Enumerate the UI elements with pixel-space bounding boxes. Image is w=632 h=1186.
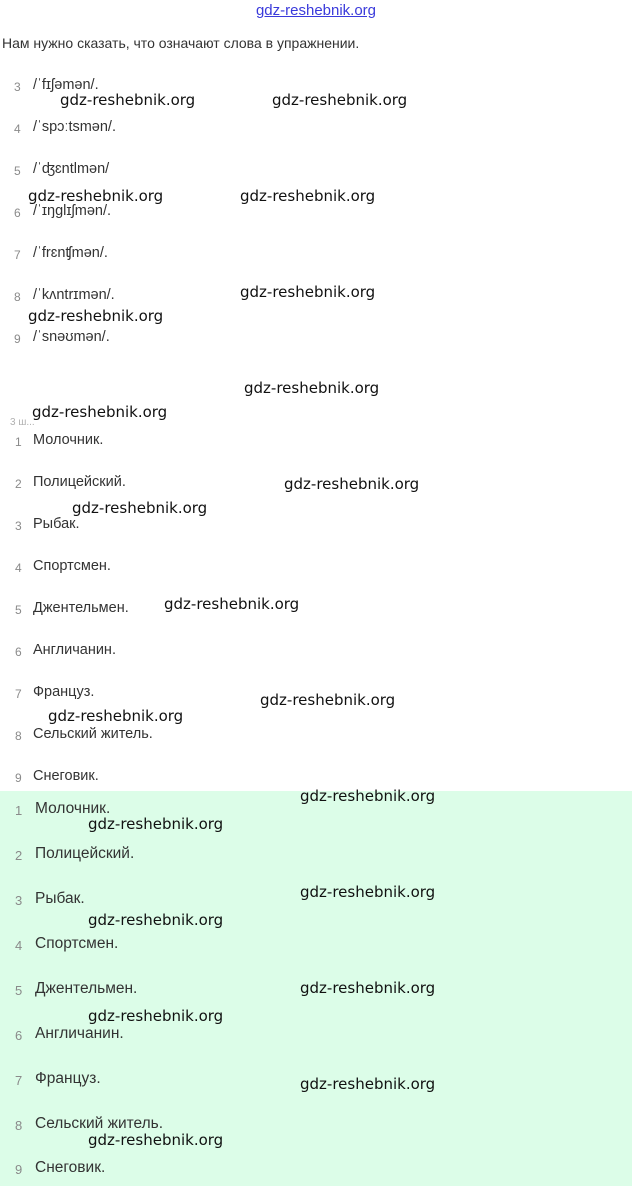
answer: Сельский житель. — [35, 1115, 164, 1132]
watermark: gdz-reshebnik.org — [300, 787, 436, 805]
list-number: 5 — [15, 603, 22, 617]
watermark: gdz-reshebnik.org — [48, 707, 184, 725]
answer: Рыбак. — [33, 516, 80, 532]
watermark: gdz-reshebnik.org — [72, 499, 208, 517]
transcription: /ˈsnəʊmən/. — [33, 329, 110, 345]
list-number: 9 — [14, 332, 21, 346]
answer: Рыбак. — [35, 890, 85, 907]
list-number: 3 — [15, 893, 23, 908]
watermark: gdz-reshebnik.org — [300, 883, 436, 901]
answer: Спортсмен. — [35, 935, 119, 952]
watermark: gdz-reshebnik.org — [164, 595, 300, 613]
answer: Джентельмен. — [35, 980, 138, 997]
list-number: 6 — [14, 206, 21, 220]
watermark: gdz-reshebnik.org — [32, 403, 168, 421]
answer: Снеговик. — [33, 768, 99, 784]
watermark: gdz-reshebnik.org — [300, 1075, 436, 1093]
answer: Спортсмен. — [33, 558, 111, 574]
list-number: 7 — [14, 248, 21, 262]
list-number: 1 — [15, 435, 22, 449]
list-number: 4 — [15, 938, 23, 953]
answer: Молочник. — [35, 800, 111, 817]
list-number: 8 — [15, 729, 22, 743]
list-number: 4 — [15, 561, 22, 575]
list-number: 2 — [15, 477, 22, 491]
answer: Француз. — [35, 1070, 101, 1087]
transcription: /ˈspɔːtsmən/. — [33, 119, 116, 135]
list-number: 5 — [14, 164, 21, 178]
answer: Англичанин. — [35, 1025, 124, 1042]
answer: Француз. — [33, 684, 95, 700]
intro-text: Нам нужно сказать, что означают слова в упражнении. — [2, 35, 360, 51]
watermark: gdz-reshebnik.org — [240, 187, 376, 205]
site-title-link[interactable]: gdz-reshebnik.org — [255, 2, 377, 19]
watermark: gdz-reshebnik.org — [300, 979, 436, 997]
transcription: /ˈfrɛnʧmən/. — [33, 245, 108, 261]
list-number: 3 — [14, 80, 21, 94]
watermark: gdz-reshebnik.org — [28, 307, 164, 325]
answer: Полицейский. — [33, 474, 126, 490]
answer: Англичанин. — [33, 642, 116, 658]
list-number: 8 — [15, 1118, 23, 1133]
list-number: 7 — [15, 687, 22, 701]
list-number: 7 — [15, 1073, 23, 1088]
watermark: gdz-reshebnik.org — [240, 283, 376, 301]
watermark: gdz-reshebnik.org — [88, 911, 224, 929]
list-number: 5 — [15, 983, 23, 998]
watermark: gdz-reshebnik.org — [244, 379, 380, 397]
list-number: 6 — [15, 645, 22, 659]
watermark: gdz-reshebnik.org — [88, 1131, 224, 1149]
transcription: /ˈkʌntrɪmən/. — [33, 287, 115, 303]
list-number: 9 — [15, 771, 22, 785]
watermark: gdz-reshebnik.org — [260, 691, 396, 709]
answer: Снеговик. — [35, 1159, 106, 1176]
list-number: 4 — [14, 122, 21, 136]
answer: Молочник. — [33, 432, 104, 448]
watermark: gdz-reshebnik.org — [28, 187, 164, 205]
watermark: gdz-reshebnik.org — [272, 91, 408, 109]
watermark: gdz-reshebnik.org — [88, 1007, 224, 1025]
partial-section-label: 3 ш... — [10, 417, 35, 428]
watermark: gdz-reshebnik.org — [88, 815, 224, 833]
watermark: gdz-reshebnik.org — [284, 475, 420, 493]
transcription: /ˈɪŋglɪʃmən/. — [33, 203, 112, 219]
list-number: 9 — [15, 1162, 23, 1177]
watermark: gdz-reshebnik.org — [60, 91, 196, 109]
transcription: /ˈʤɛntlmən/ — [33, 161, 110, 177]
list-number: 8 — [14, 290, 21, 304]
list-number: 1 — [15, 803, 23, 818]
answer: Джентельмен. — [33, 600, 129, 616]
list-number: 3 — [15, 519, 22, 533]
transcription: /ˈfɪʃəmən/. — [33, 77, 99, 93]
list-number: 6 — [15, 1028, 23, 1043]
answer: Полицейский. — [35, 845, 135, 862]
answer: Сельский житель. — [33, 726, 153, 742]
list-number: 2 — [15, 848, 23, 863]
